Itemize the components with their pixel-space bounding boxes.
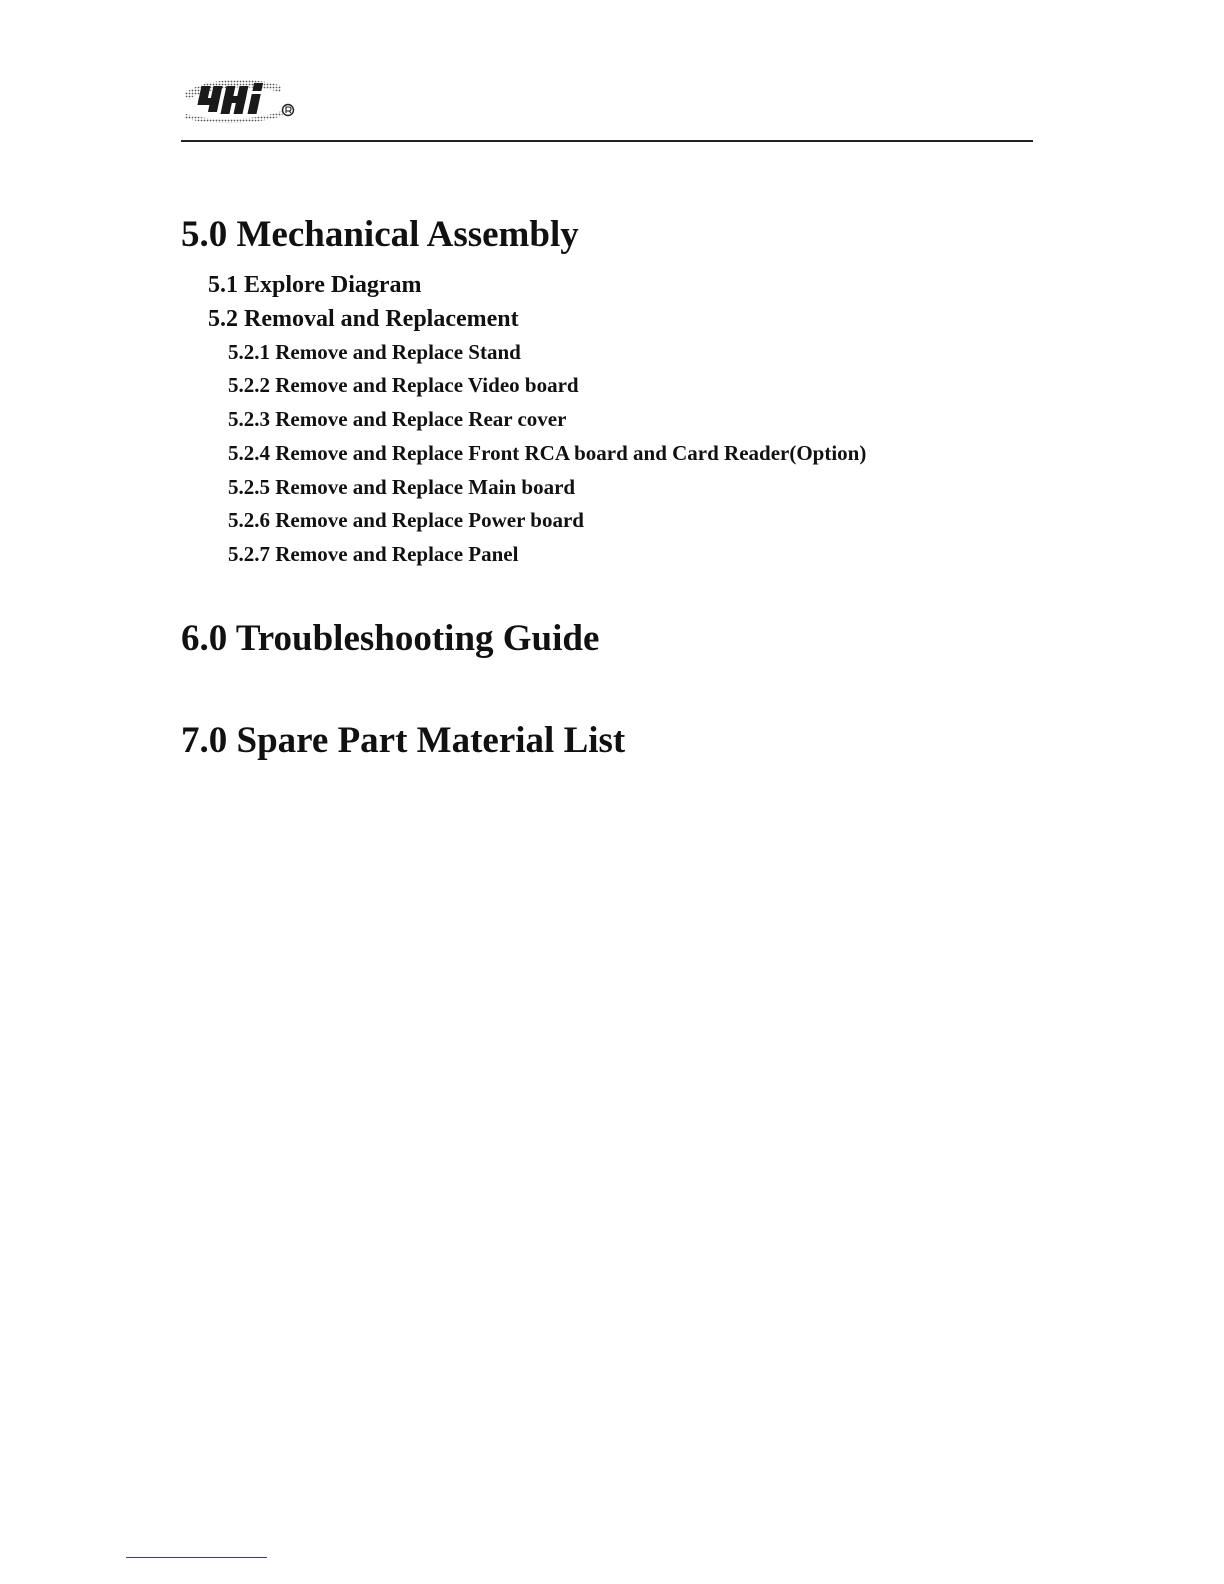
section-5-title: 5.0 Mechanical Assembly bbox=[181, 214, 579, 255]
section-7-title: 7.0 Spare Part Material List bbox=[181, 720, 626, 761]
section-5-2-title: 5.2 Removal and Replacement bbox=[208, 306, 519, 332]
section-6-title: 6.0 Troubleshooting Guide bbox=[181, 618, 600, 659]
section-5-1-title: 5.1 Explore Diagram bbox=[208, 272, 422, 298]
toc-item-5-2-4: 5.2.4 Remove and Replace Front RCA board and Card Reader(Option) bbox=[228, 441, 867, 465]
toc-item-5-2-5: 5.2.5 Remove and Replace Main board bbox=[228, 475, 576, 499]
toc-item-5-2-6: 5.2.6 Remove and Replace Power board bbox=[228, 508, 584, 532]
toc-item-5-2-1: 5.2.1 Remove and Replace Stand bbox=[228, 340, 521, 364]
toc-item-5-2-3: 5.2.3 Remove and Replace Rear cover bbox=[228, 407, 567, 431]
header-rule bbox=[181, 140, 1033, 142]
toc-item-5-2-2: 5.2.2 Remove and Replace Video board bbox=[228, 373, 579, 397]
toc-item-5-2-7: 5.2.7 Remove and Replace Panel bbox=[228, 542, 519, 566]
yhi-logo bbox=[182, 74, 302, 124]
footnote-rule bbox=[126, 1557, 267, 1558]
